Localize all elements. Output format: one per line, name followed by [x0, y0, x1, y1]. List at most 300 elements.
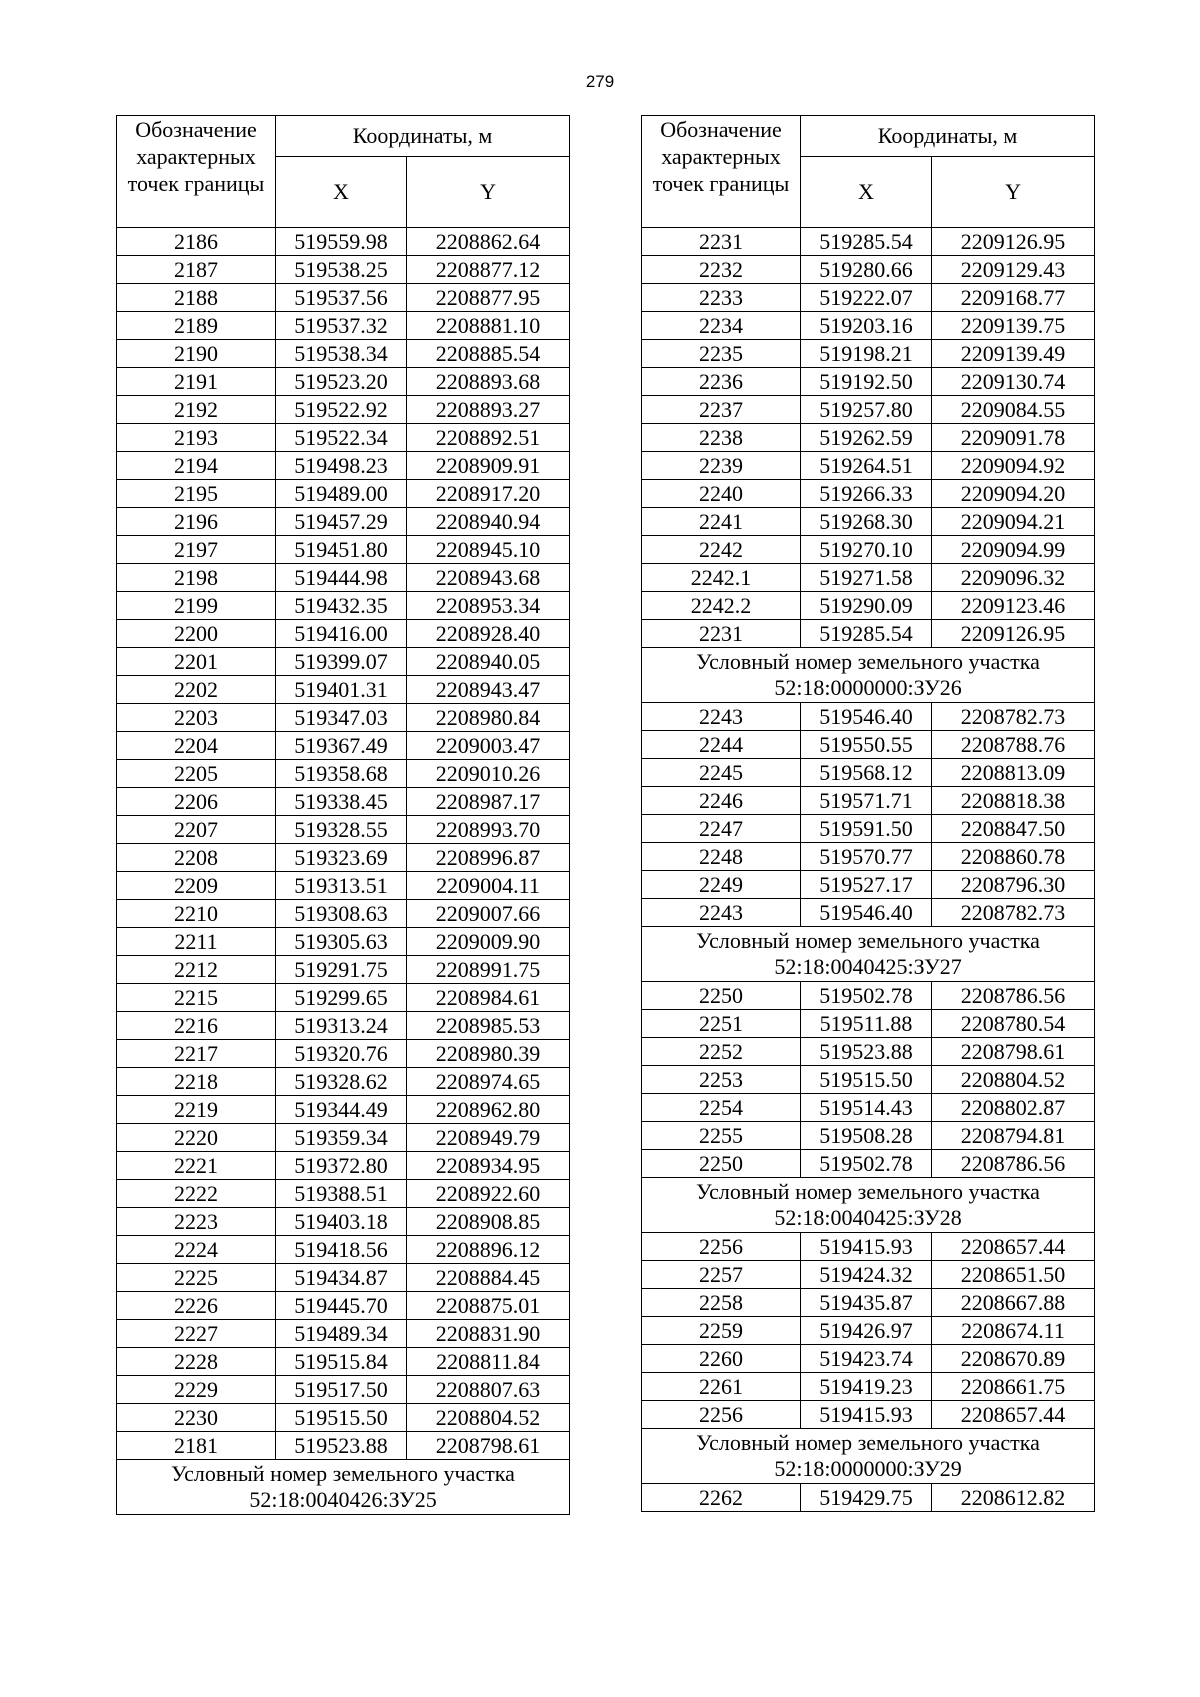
table-row [117, 1404, 570, 1432]
y-coordinate-cell: 2208922.60 [407, 1180, 570, 1208]
x-coordinate-cell: 519424.32 [801, 1261, 932, 1289]
land-plot-number: 52:18:0040426:ЗУ25 [249, 1487, 437, 1512]
x-coordinate-cell: 519328.55 [276, 816, 407, 844]
y-coordinate-cell: 2208996.87 [407, 844, 570, 872]
point-id-cell: 2229 [117, 1376, 276, 1404]
point-id-cell: 2193 [117, 424, 276, 452]
x-coordinate-cell: 519305.63 [276, 928, 407, 956]
point-id-cell: 2242.1 [642, 564, 801, 592]
point-id-cell: 2255 [642, 1122, 801, 1150]
x-coordinate-cell: 519367.49 [276, 732, 407, 760]
x-coordinate-cell: 519198.21 [801, 340, 932, 368]
x-coordinate-cell: 519415.93 [801, 1401, 932, 1429]
point-id-cell: 2210 [117, 900, 276, 928]
point-id-cell: 2235 [642, 340, 801, 368]
land-plot-label: Условный номер земельного участка [696, 928, 1040, 953]
y-header: Y [932, 157, 1095, 228]
table-row [642, 1150, 1095, 1178]
table-row [117, 900, 570, 928]
point-id-cell: 2250 [642, 1150, 801, 1178]
point-id-cell: 2191 [117, 368, 276, 396]
table-row [117, 620, 570, 648]
y-coordinate-cell: 2209139.49 [932, 340, 1095, 368]
table-row [642, 1094, 1095, 1122]
point-id-cell: 2251 [642, 1010, 801, 1038]
table-row [642, 843, 1095, 871]
table-row [117, 452, 570, 480]
point-id-cell: 2200 [117, 620, 276, 648]
table-row [642, 536, 1095, 564]
point-id-cell: 2232 [642, 256, 801, 284]
point-id-cell: 2236 [642, 368, 801, 396]
point-id-cell: 2207 [117, 816, 276, 844]
table-row [642, 592, 1095, 620]
point-id-cell: 2262 [642, 1484, 801, 1512]
point-id-cell: 2225 [117, 1264, 276, 1292]
x-coordinate-cell: 519313.51 [276, 872, 407, 900]
y-coordinate-cell: 2209094.92 [932, 452, 1095, 480]
x-coordinate-cell: 519323.69 [276, 844, 407, 872]
coordinates-header: Координаты, м [276, 116, 570, 157]
land-plot-heading [642, 1429, 1095, 1484]
y-coordinate-cell: 2209094.21 [932, 508, 1095, 536]
table-row [642, 1233, 1095, 1261]
y-coordinate-cell: 2209004.11 [407, 872, 570, 900]
table-row [642, 787, 1095, 815]
table-row [117, 1096, 570, 1124]
designation-header: Обозначение характерных точек границы [117, 116, 276, 228]
point-id-cell: 2188 [117, 284, 276, 312]
point-id-cell: 2187 [117, 256, 276, 284]
x-coordinate-cell: 519514.43 [801, 1094, 932, 1122]
table-row [117, 956, 570, 984]
x-coordinate-cell: 519203.16 [801, 312, 932, 340]
x-coordinate-cell: 519537.56 [276, 284, 407, 312]
y-coordinate-cell: 2208892.51 [407, 424, 570, 452]
y-coordinate-cell: 2208940.94 [407, 508, 570, 536]
x-coordinate-cell: 519538.25 [276, 256, 407, 284]
x-coordinate-cell: 519423.74 [801, 1345, 932, 1373]
x-coordinate-cell: 519270.10 [801, 536, 932, 564]
x-coordinate-cell: 519347.03 [276, 704, 407, 732]
x-coordinate-cell: 519522.92 [276, 396, 407, 424]
section-row [642, 1429, 1095, 1484]
y-coordinate-cell: 2209139.75 [932, 312, 1095, 340]
table-row [642, 620, 1095, 648]
table-body [117, 228, 570, 1515]
table-row [117, 732, 570, 760]
point-id-cell: 2215 [117, 984, 276, 1012]
x-coordinate-cell: 519489.34 [276, 1320, 407, 1348]
x-coordinate-cell: 519320.76 [276, 1040, 407, 1068]
y-coordinate-cell: 2208804.52 [932, 1066, 1095, 1094]
y-coordinate-cell: 2208928.40 [407, 620, 570, 648]
y-coordinate-cell: 2208893.68 [407, 368, 570, 396]
x-coordinate-cell: 519571.71 [801, 787, 932, 815]
x-coordinate-cell: 519444.98 [276, 564, 407, 592]
x-coordinate-cell: 519517.50 [276, 1376, 407, 1404]
table-row [642, 284, 1095, 312]
table-row [117, 592, 570, 620]
land-plot-number: 52:18:0000000:ЗУ29 [774, 1456, 962, 1481]
table-row [117, 872, 570, 900]
x-coordinate-cell: 519591.50 [801, 815, 932, 843]
x-coordinate-cell: 519403.18 [276, 1208, 407, 1236]
x-coordinate-cell: 519502.78 [801, 1150, 932, 1178]
x-coordinate-cell: 519515.50 [801, 1066, 932, 1094]
point-id-cell: 2239 [642, 452, 801, 480]
section-row [642, 927, 1095, 982]
x-coordinate-cell: 519523.20 [276, 368, 407, 396]
table-row [117, 1124, 570, 1152]
y-coordinate-cell: 2209094.20 [932, 480, 1095, 508]
table-row [117, 1264, 570, 1292]
table-row [117, 424, 570, 452]
y-coordinate-cell: 2208974.65 [407, 1068, 570, 1096]
table-row [117, 928, 570, 956]
x-coordinate-cell: 519498.23 [276, 452, 407, 480]
x-coordinate-cell: 519489.00 [276, 480, 407, 508]
point-id-cell: 2230 [117, 1404, 276, 1432]
x-coordinate-cell: 519192.50 [801, 368, 932, 396]
point-id-cell: 2209 [117, 872, 276, 900]
table-row [117, 984, 570, 1012]
y-coordinate-cell: 2208991.75 [407, 956, 570, 984]
y-coordinate-cell: 2209130.74 [932, 368, 1095, 396]
x-coordinate-cell: 519429.75 [801, 1484, 932, 1512]
table-row [642, 256, 1095, 284]
x-coordinate-cell: 519550.55 [801, 731, 932, 759]
table-row [642, 396, 1095, 424]
y-coordinate-cell: 2208909.91 [407, 452, 570, 480]
x-coordinate-cell: 519328.62 [276, 1068, 407, 1096]
point-id-cell: 2206 [117, 788, 276, 816]
x-coordinate-cell: 519338.45 [276, 788, 407, 816]
table-row [117, 508, 570, 536]
point-id-cell: 2257 [642, 1261, 801, 1289]
x-coordinate-cell: 519291.75 [276, 956, 407, 984]
y-coordinate-cell: 2208860.78 [932, 843, 1095, 871]
point-id-cell: 2259 [642, 1317, 801, 1345]
y-coordinate-cell: 2209009.90 [407, 928, 570, 956]
y-coordinate-cell: 2209007.66 [407, 900, 570, 928]
table-row [642, 815, 1095, 843]
point-id-cell: 2204 [117, 732, 276, 760]
table-row [117, 1432, 570, 1460]
point-id-cell: 2243 [642, 703, 801, 731]
y-coordinate-cell: 2209126.95 [932, 620, 1095, 648]
x-coordinate-cell: 519418.56 [276, 1236, 407, 1264]
x-coordinate-cell: 519401.31 [276, 676, 407, 704]
x-coordinate-cell: 519508.28 [801, 1122, 932, 1150]
table-row [117, 396, 570, 424]
x-coordinate-cell: 519570.77 [801, 843, 932, 871]
point-id-cell: 2247 [642, 815, 801, 843]
y-coordinate-cell: 2208782.73 [932, 703, 1095, 731]
x-coordinate-cell: 519271.58 [801, 564, 932, 592]
land-plot-number: 52:18:0040425:ЗУ28 [774, 1205, 962, 1230]
point-id-cell: 2243 [642, 899, 801, 927]
point-id-cell: 2233 [642, 284, 801, 312]
point-id-cell: 2234 [642, 312, 801, 340]
table-row [117, 284, 570, 312]
x-coordinate-cell: 519399.07 [276, 648, 407, 676]
table-body [642, 228, 1095, 1512]
table-row [117, 1292, 570, 1320]
table-row [117, 1348, 570, 1376]
land-plot-heading [642, 648, 1095, 703]
y-coordinate-cell: 2208798.61 [932, 1038, 1095, 1066]
designation-header: Обозначение характерных точек границы [642, 116, 801, 228]
y-coordinate-cell: 2208908.85 [407, 1208, 570, 1236]
x-coordinate-cell: 519222.07 [801, 284, 932, 312]
point-id-cell: 2190 [117, 340, 276, 368]
y-coordinate-cell: 2208798.61 [407, 1432, 570, 1460]
x-coordinate-cell: 519527.17 [801, 871, 932, 899]
x-coordinate-cell: 519559.98 [276, 228, 407, 256]
y-coordinate-cell: 2208993.70 [407, 816, 570, 844]
page-number: 279 [585, 72, 615, 91]
y-coordinate-cell: 2208980.39 [407, 1040, 570, 1068]
land-plot-heading [642, 927, 1095, 982]
x-coordinate-cell: 519415.93 [801, 1233, 932, 1261]
point-id-cell: 2258 [642, 1289, 801, 1317]
y-coordinate-cell: 2208796.30 [932, 871, 1095, 899]
y-coordinate-cell: 2208807.63 [407, 1376, 570, 1404]
y-coordinate-cell: 2209123.46 [932, 592, 1095, 620]
point-id-cell: 2254 [642, 1094, 801, 1122]
y-coordinate-cell: 2209129.43 [932, 256, 1095, 284]
x-coordinate-cell: 519432.35 [276, 592, 407, 620]
land-plot-number: 52:18:0000000:ЗУ26 [774, 675, 962, 700]
table-row [642, 368, 1095, 396]
coordinates-table-right [641, 115, 1095, 1512]
table-row [642, 1317, 1095, 1345]
y-coordinate-cell: 2208985.53 [407, 1012, 570, 1040]
y-coordinate-cell: 2208884.45 [407, 1264, 570, 1292]
point-id-cell: 2237 [642, 396, 801, 424]
y-coordinate-cell: 2209091.78 [932, 424, 1095, 452]
x-coordinate-cell: 519511.88 [801, 1010, 932, 1038]
x-coordinate-cell: 519358.68 [276, 760, 407, 788]
table-row [117, 676, 570, 704]
y-coordinate-cell: 2208885.54 [407, 340, 570, 368]
table-row [117, 788, 570, 816]
point-id-cell: 2224 [117, 1236, 276, 1264]
point-id-cell: 2246 [642, 787, 801, 815]
y-coordinate-cell: 2208893.27 [407, 396, 570, 424]
y-coordinate-cell: 2208651.50 [932, 1261, 1095, 1289]
x-coordinate-cell: 519280.66 [801, 256, 932, 284]
land-plot-heading [117, 1460, 570, 1515]
y-coordinate-cell: 2209094.99 [932, 536, 1095, 564]
coordinates-table-left [116, 115, 570, 1515]
x-coordinate-cell: 519522.34 [276, 424, 407, 452]
point-id-cell: 2250 [642, 982, 801, 1010]
table-row [642, 312, 1095, 340]
point-id-cell: 2181 [117, 1432, 276, 1460]
x-coordinate-cell: 519285.54 [801, 620, 932, 648]
point-id-cell: 2217 [117, 1040, 276, 1068]
y-coordinate-cell: 2208984.61 [407, 984, 570, 1012]
table-row [642, 1038, 1095, 1066]
y-coordinate-cell: 2208674.11 [932, 1317, 1095, 1345]
table-row [642, 452, 1095, 480]
point-id-cell: 2256 [642, 1233, 801, 1261]
table-row [117, 368, 570, 396]
table-row [117, 704, 570, 732]
x-coordinate-cell: 519299.65 [276, 984, 407, 1012]
x-coordinate-cell: 519313.24 [276, 1012, 407, 1040]
table-row [117, 228, 570, 256]
y-coordinate-cell: 2208940.05 [407, 648, 570, 676]
point-id-cell: 2197 [117, 536, 276, 564]
table-row [642, 1373, 1095, 1401]
table-row [642, 508, 1095, 536]
x-coordinate-cell: 519419.23 [801, 1373, 932, 1401]
y-coordinate-cell: 2208875.01 [407, 1292, 570, 1320]
x-header: X [801, 157, 932, 228]
point-id-cell: 2238 [642, 424, 801, 452]
y-coordinate-cell: 2208980.84 [407, 704, 570, 732]
point-id-cell: 2201 [117, 648, 276, 676]
y-coordinate-cell: 2208831.90 [407, 1320, 570, 1348]
x-coordinate-cell: 519268.30 [801, 508, 932, 536]
y-coordinate-cell: 2208962.80 [407, 1096, 570, 1124]
point-id-cell: 2199 [117, 592, 276, 620]
x-coordinate-cell: 519434.87 [276, 1264, 407, 1292]
y-coordinate-cell: 2208818.38 [932, 787, 1095, 815]
table-row [117, 480, 570, 508]
y-coordinate-cell: 2208802.87 [932, 1094, 1095, 1122]
table-row [117, 1180, 570, 1208]
table-row [117, 564, 570, 592]
point-id-cell: 2189 [117, 312, 276, 340]
x-coordinate-cell: 519388.51 [276, 1180, 407, 1208]
table-row [642, 899, 1095, 927]
y-coordinate-cell: 2208657.44 [932, 1401, 1095, 1429]
y-coordinate-cell: 2208862.64 [407, 228, 570, 256]
x-coordinate-cell: 519257.80 [801, 396, 932, 424]
point-id-cell: 2211 [117, 928, 276, 956]
point-id-cell: 2220 [117, 1124, 276, 1152]
point-id-cell: 2252 [642, 1038, 801, 1066]
y-coordinate-cell: 2208949.79 [407, 1124, 570, 1152]
table-row [117, 1376, 570, 1404]
table-row [642, 759, 1095, 787]
point-id-cell: 2226 [117, 1292, 276, 1320]
table-row [117, 648, 570, 676]
point-id-cell: 2219 [117, 1096, 276, 1124]
table-row [642, 1010, 1095, 1038]
x-coordinate-cell: 519308.63 [276, 900, 407, 928]
point-id-cell: 2231 [642, 620, 801, 648]
y-coordinate-cell: 2208804.52 [407, 1404, 570, 1432]
table-row [642, 480, 1095, 508]
x-coordinate-cell: 519285.54 [801, 228, 932, 256]
y-coordinate-cell: 2209084.55 [932, 396, 1095, 424]
table-row [117, 1320, 570, 1348]
table-row [117, 1152, 570, 1180]
x-coordinate-cell: 519426.97 [801, 1317, 932, 1345]
y-coordinate-cell: 2209003.47 [407, 732, 570, 760]
y-header: Y [407, 157, 570, 228]
y-coordinate-cell: 2209096.32 [932, 564, 1095, 592]
land-plot-heading [642, 1178, 1095, 1233]
point-id-cell: 2231 [642, 228, 801, 256]
y-coordinate-cell: 2208945.10 [407, 536, 570, 564]
land-plot-label: Условный номер земельного участка [696, 1179, 1040, 1204]
x-coordinate-cell: 519523.88 [276, 1432, 407, 1460]
point-id-cell: 2216 [117, 1012, 276, 1040]
x-coordinate-cell: 519451.80 [276, 536, 407, 564]
x-coordinate-cell: 519523.88 [801, 1038, 932, 1066]
y-coordinate-cell: 2208661.75 [932, 1373, 1095, 1401]
y-coordinate-cell: 2208877.95 [407, 284, 570, 312]
table-row [117, 536, 570, 564]
y-coordinate-cell: 2208881.10 [407, 312, 570, 340]
y-coordinate-cell: 2208877.12 [407, 256, 570, 284]
y-coordinate-cell: 2208917.20 [407, 480, 570, 508]
table-row [642, 731, 1095, 759]
table-row [642, 228, 1095, 256]
point-id-cell: 2253 [642, 1066, 801, 1094]
x-coordinate-cell: 519546.40 [801, 703, 932, 731]
x-coordinate-cell: 519372.80 [276, 1152, 407, 1180]
y-coordinate-cell: 2208953.34 [407, 592, 570, 620]
y-coordinate-cell: 2208667.88 [932, 1289, 1095, 1317]
table-row [117, 256, 570, 284]
section-row [117, 1460, 570, 1515]
point-id-cell: 2208 [117, 844, 276, 872]
land-plot-number: 52:18:0040425:ЗУ27 [774, 954, 962, 979]
point-id-cell: 2202 [117, 676, 276, 704]
x-coordinate-cell: 519515.50 [276, 1404, 407, 1432]
point-id-cell: 2221 [117, 1152, 276, 1180]
point-id-cell: 2244 [642, 731, 801, 759]
y-coordinate-cell: 2209168.77 [932, 284, 1095, 312]
x-coordinate-cell: 519435.87 [801, 1289, 932, 1317]
table-row [642, 1401, 1095, 1429]
table-row [642, 1261, 1095, 1289]
point-id-cell: 2196 [117, 508, 276, 536]
point-id-cell: 2222 [117, 1180, 276, 1208]
point-id-cell: 2212 [117, 956, 276, 984]
table-row [642, 703, 1095, 731]
table-row [117, 1236, 570, 1264]
table-row [117, 816, 570, 844]
point-id-cell: 2198 [117, 564, 276, 592]
point-id-cell: 2192 [117, 396, 276, 424]
table-row [642, 1122, 1095, 1150]
table-row [642, 871, 1095, 899]
y-coordinate-cell: 2208612.82 [932, 1484, 1095, 1512]
y-coordinate-cell: 2208788.76 [932, 731, 1095, 759]
table-row [117, 1068, 570, 1096]
point-id-cell: 2245 [642, 759, 801, 787]
point-id-cell: 2261 [642, 1373, 801, 1401]
table-row [117, 844, 570, 872]
table-row [117, 1012, 570, 1040]
point-id-cell: 2205 [117, 760, 276, 788]
y-coordinate-cell: 2208670.89 [932, 1345, 1095, 1373]
x-coordinate-cell: 519359.34 [276, 1124, 407, 1152]
land-plot-label: Условный номер земельного участка [696, 1430, 1040, 1455]
table-row [642, 564, 1095, 592]
point-id-cell: 2248 [642, 843, 801, 871]
point-id-cell: 2227 [117, 1320, 276, 1348]
point-id-cell: 2194 [117, 452, 276, 480]
